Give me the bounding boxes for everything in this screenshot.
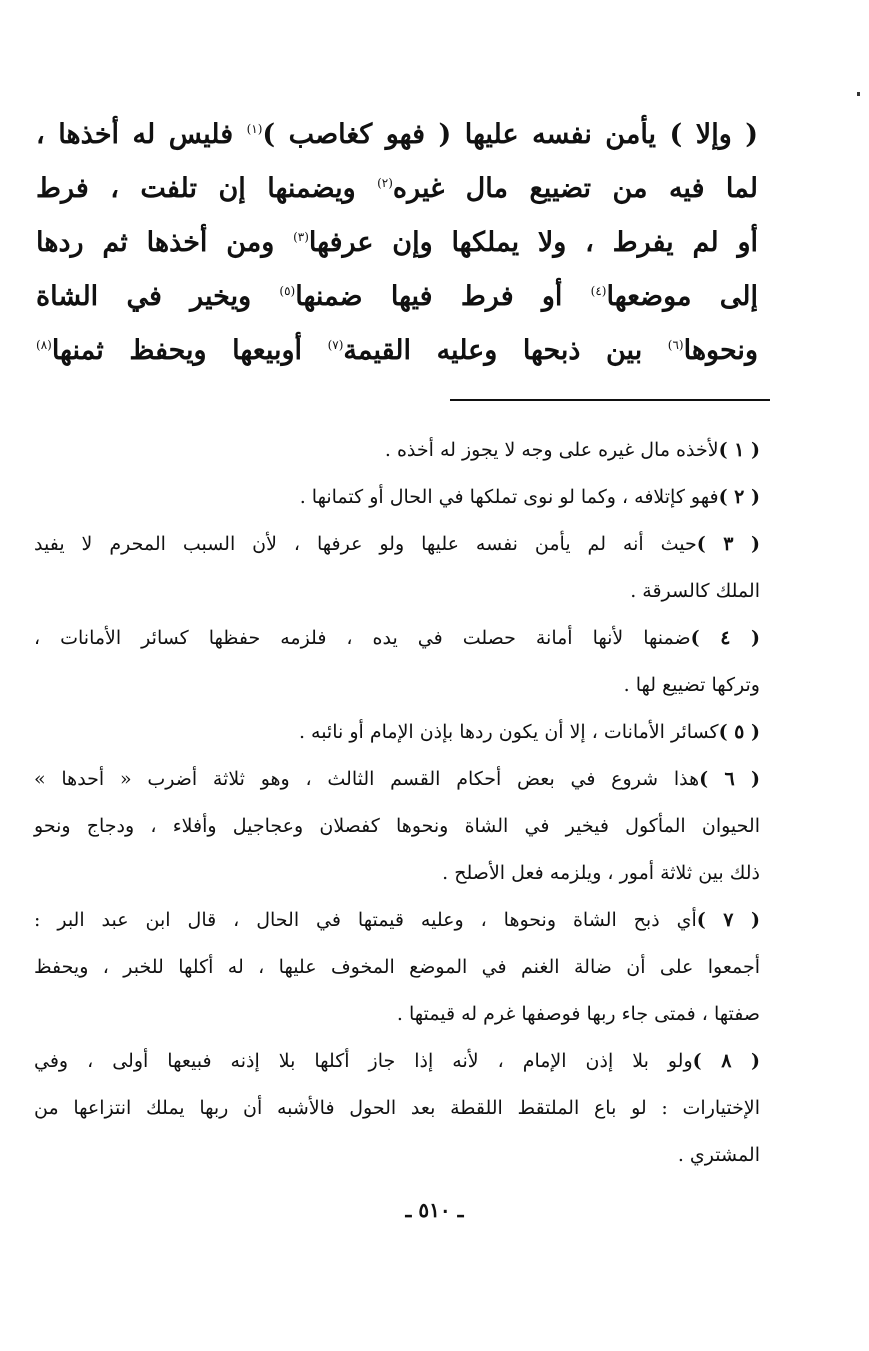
footnote-2 xyxy=(34,474,760,521)
text-segment: أو لم يفرط ، ولا يملكها وإن عرفها xyxy=(308,227,758,258)
text-segment: ومن أخذها ثم ردها xyxy=(36,227,294,258)
footnote-ref: (٥) xyxy=(279,284,296,298)
edge-mark xyxy=(857,92,860,96)
footnote-number: ( ٢ ) xyxy=(718,486,760,508)
footnote-text: ولو بلا إذن الإمام ، لأنه إذا جاز أكلها بلا إذنه فبيعها أولى ، وفي xyxy=(34,1050,693,1072)
footnote-text: ضمنها لأنها أمانة حصلت في يده ، فلزمه حفظها كسائر الأمانات ، xyxy=(34,627,691,649)
footnote-line xyxy=(34,803,760,850)
text-segment: ونحوها xyxy=(683,335,758,366)
text-segment: أوبيعها ويحفظ ثمنها xyxy=(51,335,328,366)
footnote-text: المشتري . xyxy=(677,1144,760,1166)
footnote-line xyxy=(34,662,760,709)
footnote-number: ( ٣ ) xyxy=(696,533,761,555)
footnote-line xyxy=(34,944,760,991)
footnote-8 xyxy=(34,1038,760,1179)
footnote-ref: (٦) xyxy=(667,338,684,352)
footnote-line xyxy=(34,427,760,474)
footnote-6 xyxy=(34,756,760,897)
footnote-5 xyxy=(34,709,760,756)
footnote-line xyxy=(34,709,760,756)
footnote-4 xyxy=(34,615,760,709)
footnote-line xyxy=(34,1038,760,1085)
footnote-number: ( ١ ) xyxy=(718,439,760,461)
footnote-ref: (٤) xyxy=(590,284,607,298)
footnote-line xyxy=(34,756,760,803)
main-line xyxy=(36,324,758,378)
footnote-number: ( ٨ ) xyxy=(692,1050,760,1072)
main-line xyxy=(36,108,758,162)
footnote-line xyxy=(34,1085,760,1132)
footnote-ref: (٣) xyxy=(293,230,309,244)
footnote-number: ( ٦ ) xyxy=(699,768,761,790)
text-segment: ( وإلا ) يأمن نفسه عليها ( فهو كغاصب ) xyxy=(262,119,758,150)
footnote-number: ( ٧ ) xyxy=(696,909,761,931)
footnote-text: أجمعوا على أن ضالة الغنم في الموضع المخوف عليها ، له أكلها للخبر ، ويحفظ xyxy=(34,956,760,978)
footnote-text: كسائر الأمانات ، إلا أن يكون ردها بإذن الإمام أو نائبه . xyxy=(298,721,719,743)
footnote-separator xyxy=(450,399,770,401)
footnote-text: الحيوان المأكول فيخير في الشاة ونحوها كفصلان وعجاجيل وأفلاء ، ودجاج ونحو xyxy=(34,815,760,837)
footnote-line xyxy=(34,474,760,521)
text-segment: لما فيه من تضييع مال غيره xyxy=(392,173,758,204)
text-segment: إلى موضعها xyxy=(606,281,759,312)
text-segment: فليس له أخذها ، xyxy=(36,119,247,150)
footnote-line xyxy=(34,521,760,568)
main-text xyxy=(36,108,758,378)
main-line xyxy=(36,270,758,324)
footnote-ref: (١) xyxy=(246,122,263,136)
footnote-line xyxy=(34,615,760,662)
footnote-text: الملك كالسرقة . xyxy=(630,580,760,602)
footnote-number: ( ٤ ) xyxy=(690,627,760,649)
footnote-number: ( ٥ ) xyxy=(718,721,760,743)
footnote-line xyxy=(34,991,760,1038)
main-line xyxy=(36,216,758,270)
footnote-text: فهو كإتلافه ، وكما لو نوى تملكها في الحال أو كتمانها . xyxy=(299,486,719,508)
footnote-ref: (٢) xyxy=(377,176,393,190)
footnote-line xyxy=(34,897,760,944)
footnote-text: أي ذبح الشاة ونحوها ، وعليه قيمتها في الحال ، قال ابن عبد البر : xyxy=(34,909,697,931)
footnote-ref: (٨) xyxy=(36,338,52,352)
footnote-text: صفتها ، فمتى جاء ربها فوصفها غرم له قيمتها . xyxy=(396,1003,760,1025)
footnote-text: الإختيارات : لو باع الملتقط اللقطة بعد الحول فالأشبه أن ربها يملك انتزاعها من xyxy=(34,1097,760,1119)
footnotes xyxy=(34,427,760,1179)
footnote-line xyxy=(34,568,760,615)
footnote-text: هذا شروع في بعض أحكام القسم الثالث ، وهو ثلاثة أضرب « أحدها » xyxy=(34,768,700,790)
footnote-3 xyxy=(34,521,760,615)
footnote-text: ذلك بين ثلاثة أمور ، ويلزمه فعل الأصلح . xyxy=(442,862,760,884)
footnote-text: حيث أنه لم يأمن نفسه عليها ولو عرفها ، لأن السبب المحرم لا يفيد xyxy=(34,533,697,555)
footnote-line xyxy=(34,850,760,897)
text-segment: بين ذبحها وعليه القيمة xyxy=(343,335,668,366)
page-number: ـ ٥١٠ ـ xyxy=(405,1198,464,1222)
footnote-text: لأخذه مال غيره على وجه لا يجوز له أخذه . xyxy=(384,439,719,461)
footnote-1 xyxy=(34,427,760,474)
main-line xyxy=(36,162,758,216)
footnote-7 xyxy=(34,897,760,1038)
text-segment: ويخير في الشاة xyxy=(36,281,280,312)
footnote-text: وتركها تضييع لها . xyxy=(623,674,760,696)
text-segment: أو فرط فيها ضمنها xyxy=(295,281,591,312)
text-segment: ويضمنها إن تلفت ، فرط xyxy=(36,173,378,204)
footnote-ref: (٧) xyxy=(327,338,344,352)
footnote-line xyxy=(34,1132,760,1179)
